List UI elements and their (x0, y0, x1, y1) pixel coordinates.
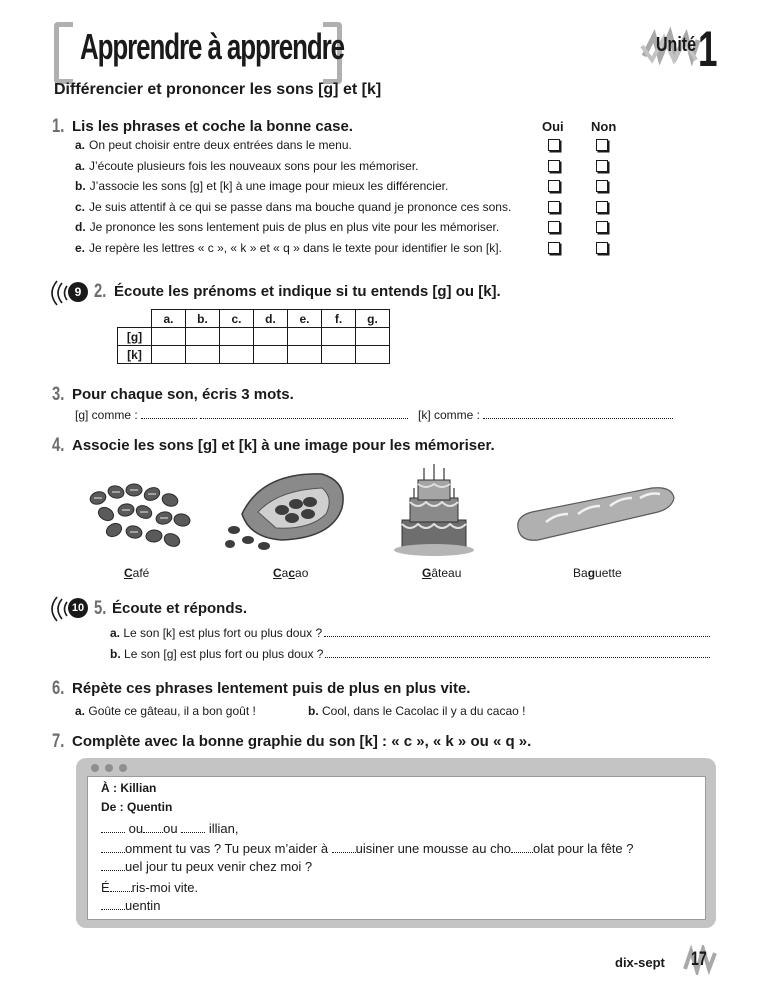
baguette-image (512, 482, 678, 544)
letter-blank[interactable] (110, 881, 132, 892)
checkbox-yes[interactable] (548, 180, 560, 192)
ex3-g-line (75, 408, 408, 422)
page-number: 17 (691, 949, 707, 970)
grid-cell[interactable] (322, 346, 356, 364)
letter-blank[interactable] (101, 842, 125, 853)
checkbox-yes[interactable] (548, 139, 560, 151)
letter-blank[interactable] (101, 822, 125, 833)
ex6-title: Répète ces phrases lentement puis de plus en plus vite. (72, 680, 471, 697)
ex5-item-b: b. Le son [g] est plus fort ou plus doux ? (110, 647, 710, 661)
letter-blank[interactable] (101, 899, 125, 910)
answer-blank[interactable] (325, 648, 710, 658)
sound-grid (117, 309, 390, 364)
window-dot-icon (119, 764, 127, 772)
checkbox-no[interactable] (596, 139, 608, 151)
unit-label: Unité (656, 34, 696, 56)
grid-col-header: c. (220, 310, 254, 328)
grid-col-header: g. (356, 310, 390, 328)
page-subtitle: Différencier et prononcer les sons [g] et [k] (54, 81, 382, 98)
email-line-4: É ris-moi vite. (101, 880, 199, 895)
letter-blank[interactable] (511, 842, 533, 853)
ex7-number: 7. (52, 731, 65, 752)
ex2-number: 2. (94, 281, 107, 302)
grid-cell[interactable] (186, 328, 220, 346)
answer-blank[interactable] (200, 409, 408, 419)
caption-cafe: Café (124, 566, 150, 580)
email-line-1: ou ou illian, (101, 821, 238, 836)
ex3-number: 3. (52, 384, 65, 405)
email-line-2: omment tu vas ? Tu peux m’aider à uisiner une mousse au cho olat pour la fête ? (101, 841, 634, 856)
track-number: 9 (68, 282, 88, 302)
grid-cell[interactable] (152, 328, 186, 346)
grid-cell[interactable] (254, 328, 288, 346)
ex4-number: 4. (52, 435, 65, 456)
ex6-item-b: b. Cool, dans le Cacolac il y a du cacao ! (308, 704, 526, 718)
answer-blank[interactable] (324, 627, 710, 637)
col-no-header: Non (591, 119, 617, 134)
unit-number: 1 (698, 21, 718, 77)
letter-blank[interactable] (181, 822, 205, 833)
email-to: À : Killian (101, 781, 157, 795)
ex4-title: Associe les sons [g] et [k] à une image pour les mémoriser. (72, 437, 495, 454)
grid-cell[interactable] (322, 328, 356, 346)
grid-cell[interactable] (220, 346, 254, 364)
caption-cacao: Cacao (273, 566, 309, 580)
answer-blank[interactable] (483, 409, 673, 419)
grid-cell[interactable] (152, 346, 186, 364)
ex5-number: 5. (94, 598, 107, 619)
ex5-item-a: a. Le son [k] est plus fort ou plus doux ? (110, 626, 710, 640)
grid-cell[interactable] (254, 346, 288, 364)
grid-cell[interactable] (288, 346, 322, 364)
email-line-3: uel jour tu peux venir chez moi ? (101, 859, 312, 874)
page-word: dix-sept (615, 955, 665, 970)
k-label: [k] comme : (418, 408, 481, 422)
ex1-item: e. Je repère les lettres « c », « k » et « q » dans le texte pour identifier le son [k]. (75, 240, 502, 255)
caption-gateau: Gâteau (422, 566, 462, 580)
window-dot-icon (91, 764, 99, 772)
g-label: [g] comme : (75, 408, 138, 422)
ex3-k-line (418, 408, 673, 422)
ex1-item: d. Je prononce les sons lentement puis de plus en plus vite pour les mémoriser. (75, 220, 500, 234)
checkbox-no[interactable] (596, 180, 608, 192)
ex2-title: Écoute les prénoms et indique si tu entends [g] ou [k]. (114, 283, 501, 300)
ex6-item-a: a. Goûte ce gâteau, il a bon goût ! (75, 704, 256, 718)
window-dot-icon (105, 764, 113, 772)
checkbox-yes[interactable] (548, 221, 560, 233)
letter-blank[interactable] (101, 860, 125, 871)
checkbox-yes[interactable] (548, 201, 560, 213)
cocoa-pod-image (222, 468, 352, 552)
ex5-title: Écoute et réponds. (112, 600, 248, 617)
grid-cell[interactable] (288, 328, 322, 346)
page-number-badge (683, 945, 717, 975)
checkbox-no[interactable] (596, 242, 608, 254)
checkbox-yes[interactable] (548, 160, 560, 172)
email-line-5: uentin (101, 898, 160, 913)
audio-track-10[interactable] (46, 596, 92, 622)
ex6-number: 6. (52, 678, 65, 699)
ex1-item: c. Je suis attentif à ce qui se passe dans ma bouche quand je prononce ces sons. (75, 199, 512, 214)
letter-blank[interactable] (332, 842, 356, 853)
grid-cell[interactable] (220, 328, 254, 346)
track-number: 10 (68, 598, 88, 618)
answer-blank[interactable] (141, 409, 197, 419)
ex1-number: 1. (52, 116, 65, 137)
grid-cell[interactable] (356, 346, 390, 364)
checkbox-yes[interactable] (548, 242, 560, 254)
letter-blank[interactable] (143, 822, 163, 833)
ex1-item: b. J’associe les sons [g] et [k] à une image pour mieux les différencier. (75, 179, 449, 193)
cake-image (392, 462, 476, 558)
grid-col-header: a. (152, 310, 186, 328)
page-title: Apprendre à apprendre (80, 26, 344, 67)
col-yes-header: Oui (542, 119, 564, 134)
grid-cell[interactable] (356, 328, 390, 346)
checkbox-no[interactable] (596, 160, 608, 172)
email-body (87, 776, 706, 920)
grid-col-header: e. (288, 310, 322, 328)
grid-cell[interactable] (186, 346, 220, 364)
ex1-item: a. J’écoute plusieurs fois les nouveaux sons pour les mémoriser. (75, 158, 419, 173)
ex1-title: Lis les phrases et coche la bonne case. (72, 118, 353, 135)
unit-badge (640, 21, 722, 77)
ex1-item: a. On peut choisir entre deux entrées dans le menu. (75, 138, 352, 152)
email-from: De : Quentin (101, 800, 173, 814)
checkbox-no[interactable] (596, 221, 608, 233)
coffee-beans-image (84, 478, 194, 550)
ex7-title: Complète avec la bonne graphie du son [k] : « c », « k » ou « q ». (72, 733, 532, 750)
title-bracket-left (54, 22, 73, 84)
grid-row-header-k: [k] (118, 346, 152, 364)
email-window (76, 758, 716, 928)
grid-col-header: d. (254, 310, 288, 328)
grid-col-header: b. (186, 310, 220, 328)
ex3-title: Pour chaque son, écris 3 mots. (72, 386, 294, 403)
caption-baguette: Baguette (573, 566, 622, 580)
audio-track-9[interactable] (46, 280, 92, 306)
grid-row-header-g: [g] (118, 328, 152, 346)
grid-col-header: f. (322, 310, 356, 328)
checkbox-no[interactable] (596, 201, 608, 213)
